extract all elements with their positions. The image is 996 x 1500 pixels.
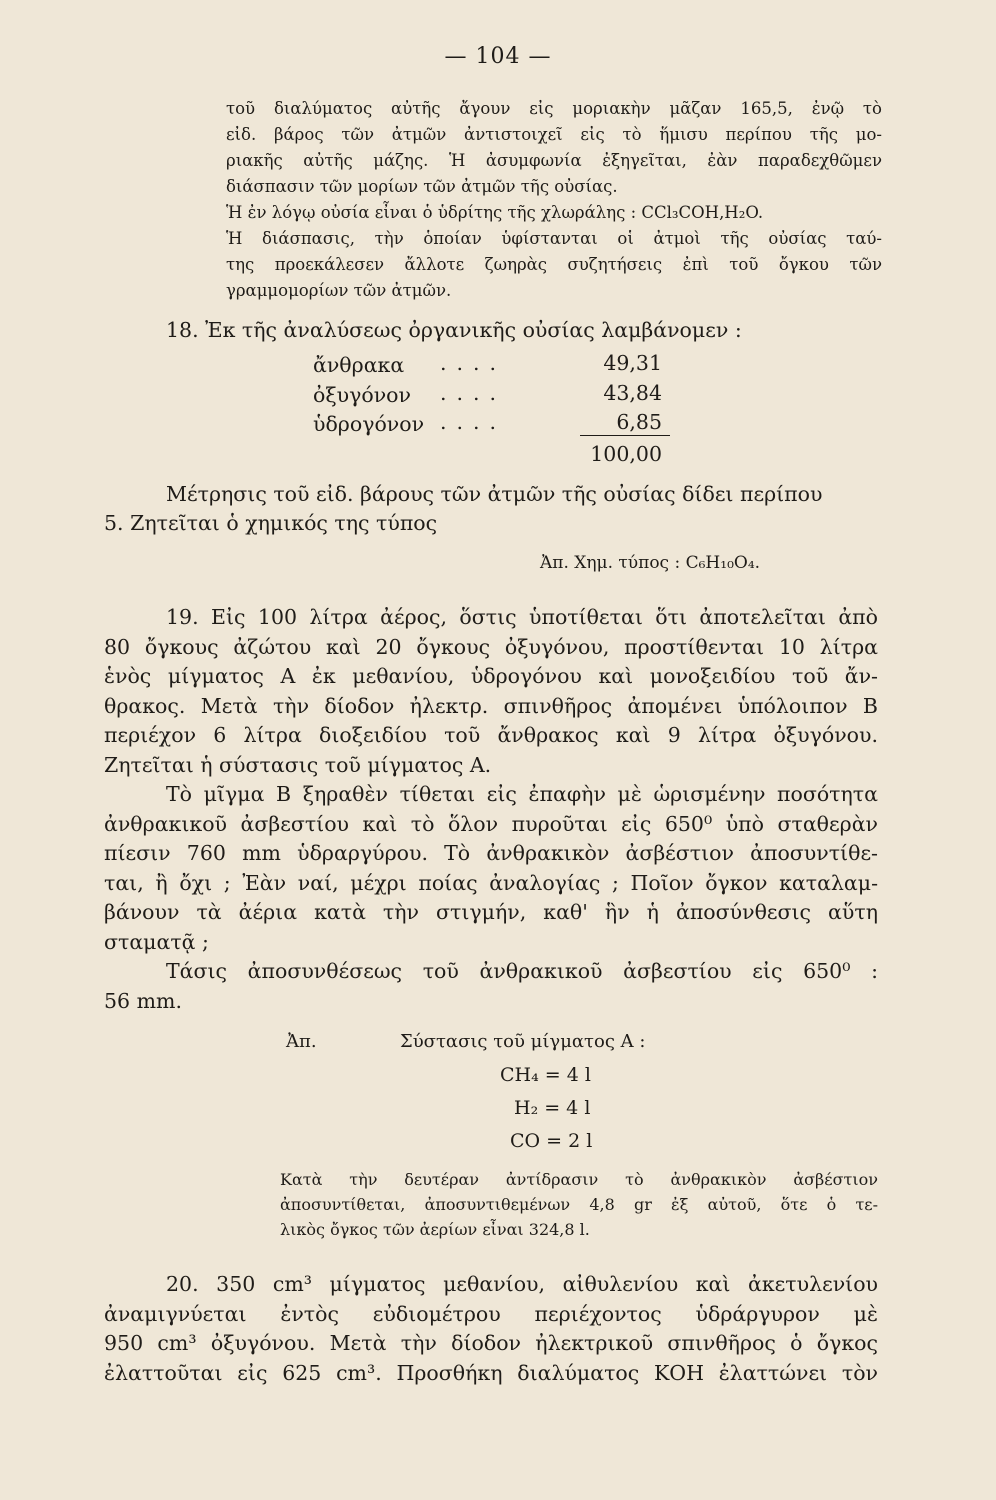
element-value-oxygen: 43,84 — [603, 381, 662, 405]
text-line: Τάσις ἀποσυνθέσεως τοῦ ἀνθρακικοῦ ἀσβεστίου εἰς 650⁰ : — [166, 959, 878, 983]
page-number: — 104 — — [444, 44, 552, 69]
problem-18-title: 18. Ἐκ τῆς ἀναλύσεως ὀργανικῆς οὐσίας λαμβάνομεν : — [166, 318, 742, 342]
text-line: ται, ἢ ὄχι ; Ἐὰν ναί, μέχρι ποίας ἀναλογίας ; Ποῖον ὄγκον καταλαμ- — [104, 870, 878, 895]
intro-line: γραμμομορίων τῶν ἀτμῶν. — [226, 281, 452, 300]
problem-18-line: 5. Ζητεῖται ὁ χημικός της τύπος — [104, 511, 438, 535]
equation-co: CO = 2 l — [510, 1130, 593, 1152]
problem-19-note — [280, 1167, 878, 1242]
problem-18-answer: Ἀπ. Χημ. τύπος : C₆H₁₀O₄. — [540, 553, 761, 573]
text-line: θρακος. Μετὰ τὴν δίοδον ἠλεκτρ. σπινθῆρος ἀπομένει ὑπόλοιπον Β — [104, 693, 878, 718]
intro-line: εἰδ. βάρος τῶν ἀτμῶν ἀντιστοιχεῖ εἰς τὸ ἥμισυ περίπου τῆς μο- — [226, 125, 882, 144]
problem-19-paragraph-1 — [104, 603, 878, 780]
answer-label: Ἀπ. — [286, 1031, 317, 1052]
text-line: ἐλαττοῦται εἰς 625 cm³. Προσθήκη διαλύματος ΚΟΗ ἐλαττώνει τὸν — [104, 1360, 878, 1385]
intro-line: της προεκάλεσεν ἄλλοτε ζωηρὰς συζητήσεις ἐπὶ τοῦ ὄγκου τῶν — [226, 255, 882, 274]
sum-rule — [580, 435, 670, 436]
element-value-carbon: 49,31 — [603, 351, 662, 375]
note-line: ἀποσυντίθεται, ἀποσυντιθεμένων 4,8 gr ἐξ αὐτοῦ, ὅτε ὁ τε- — [280, 1195, 878, 1214]
text-line: ἀναμιγνύεται ἐντὸς εὐδιομέτρου περιέχοντος ὑδράργυρον μὲ — [104, 1301, 878, 1326]
problem-19-paragraph-3 — [104, 957, 878, 1016]
sum-total: 100,00 — [590, 442, 662, 466]
text-line: βάνουν τὰ ἀέρια κατὰ τὴν στιγμήν, καθ' ἣν ἡ ἀποσύνθεσις αὕτη — [104, 900, 878, 924]
text-line: πίεσιν 760 mm ὑδραργύρου. Τὸ ἀνθρακικὸν ἀσβέστιον ἀποσυντίθε- — [104, 841, 878, 865]
problem-19-paragraph-2 — [104, 780, 878, 957]
text-line: ἑνὸς μίγματος Α ἐκ μεθανίου, ὑδρογόνου καὶ μονοξειδίου τοῦ ἄν- — [104, 664, 878, 688]
element-value-hydrogen: 6,85 — [616, 410, 662, 434]
problem-18-line: Μέτρησις τοῦ εἰδ. βάρους τῶν ἀτμῶν τῆς οὐσίας δίδει περίπου — [166, 482, 823, 506]
leader-dots: .... — [440, 410, 507, 434]
text-line: Ζητεῖται ἡ σύστασις τοῦ μίγματος Α. — [104, 752, 492, 777]
equation-h2: H₂ = 4 l — [514, 1097, 591, 1119]
note-line: λικὸς ὄγκος τῶν ἀερίων εἶναι 324,8 l. — [280, 1220, 590, 1239]
text-line: σταματᾷ ; — [104, 929, 209, 954]
intro-paragraph — [226, 96, 882, 304]
note-line: Κατὰ τὴν δευτέραν ἀντίδρασιν τὸ ἀνθρακικὸν ἀσβέστιον — [280, 1170, 878, 1189]
intro-line: διάσπασιν τῶν μορίων τῶν ἀτμῶν τῆς οὐσίας. — [226, 177, 618, 196]
intro-line: Ἡ ἐν λόγῳ οὐσία εἶναι ὁ ὑδρίτης τῆς χλωράλης : CCl₃COH,H₂O. — [226, 203, 764, 222]
text-line: ἀνθρακικοῦ ἀσβεστίου καὶ τὸ ὅλον πυροῦται εἰς 650⁰ ὑπὸ σταθερὰν — [104, 811, 878, 836]
text-line: 19. Εἰς 100 λίτρα ἀέρος, ὅστις ὑποτίθεται ὅτι ἀποτελεῖται ἀπὸ — [166, 605, 878, 629]
answer-title: Σύστασις τοῦ μίγματος Α : — [400, 1031, 646, 1052]
text-line: 20. 350 cm³ μίγματος μεθανίου, αἰθυλενίου καὶ ἀκετυλενίου — [166, 1272, 878, 1296]
element-label-carbon: ἄνθρακα — [313, 353, 405, 377]
intro-line: Ἡ διάσπασις, τὴν ὁποίαν ὑφίστανται οἱ ἀτμοὶ τῆς οὐσίας ταύ- — [226, 229, 882, 248]
intro-line: τοῦ διαλύματος αὐτῆς ἄγουν εἰς μοριακὴν μᾶζαν 165,5, ἐνῷ τὸ — [226, 99, 882, 118]
intro-line: ριακῆς αὐτῆς μάζης. Ἡ ἀσυμφωνία ἐξηγεῖται, ἐὰν παραδεχθῶμεν — [226, 151, 882, 170]
text-line: περιέχον 6 λίτρα διοξειδίου τοῦ ἄνθρακος καὶ 9 λίτρα ὀξυγόνου. — [104, 723, 878, 747]
text-line: 56 mm. — [104, 988, 182, 1013]
equation-ch4: CH₄ = 4 l — [500, 1064, 591, 1086]
element-label-hydrogen: ὑδρογόνον — [313, 412, 425, 436]
text-line: Τὸ μῖγμα Β ξηραθὲν τίθεται εἰς ἐπαφὴν μὲ ὡρισμένην ποσότητα — [166, 782, 878, 806]
leader-dots: .... — [440, 381, 507, 405]
text-line: 80 ὄγκους ἀζώτου καὶ 20 ὄγκους ὀξυγόνου, προστίθενται 10 λίτρα — [104, 634, 878, 659]
element-label-oxygen: ὀξυγόνον — [313, 383, 411, 407]
problem-20-paragraph — [104, 1270, 878, 1388]
leader-dots: .... — [440, 351, 507, 375]
text-line: 950 cm³ ὀξυγόνου. Μετὰ τὴν δίοδον ἠλεκτρικοῦ σπινθῆρος ὁ ὄγκος — [104, 1331, 878, 1355]
